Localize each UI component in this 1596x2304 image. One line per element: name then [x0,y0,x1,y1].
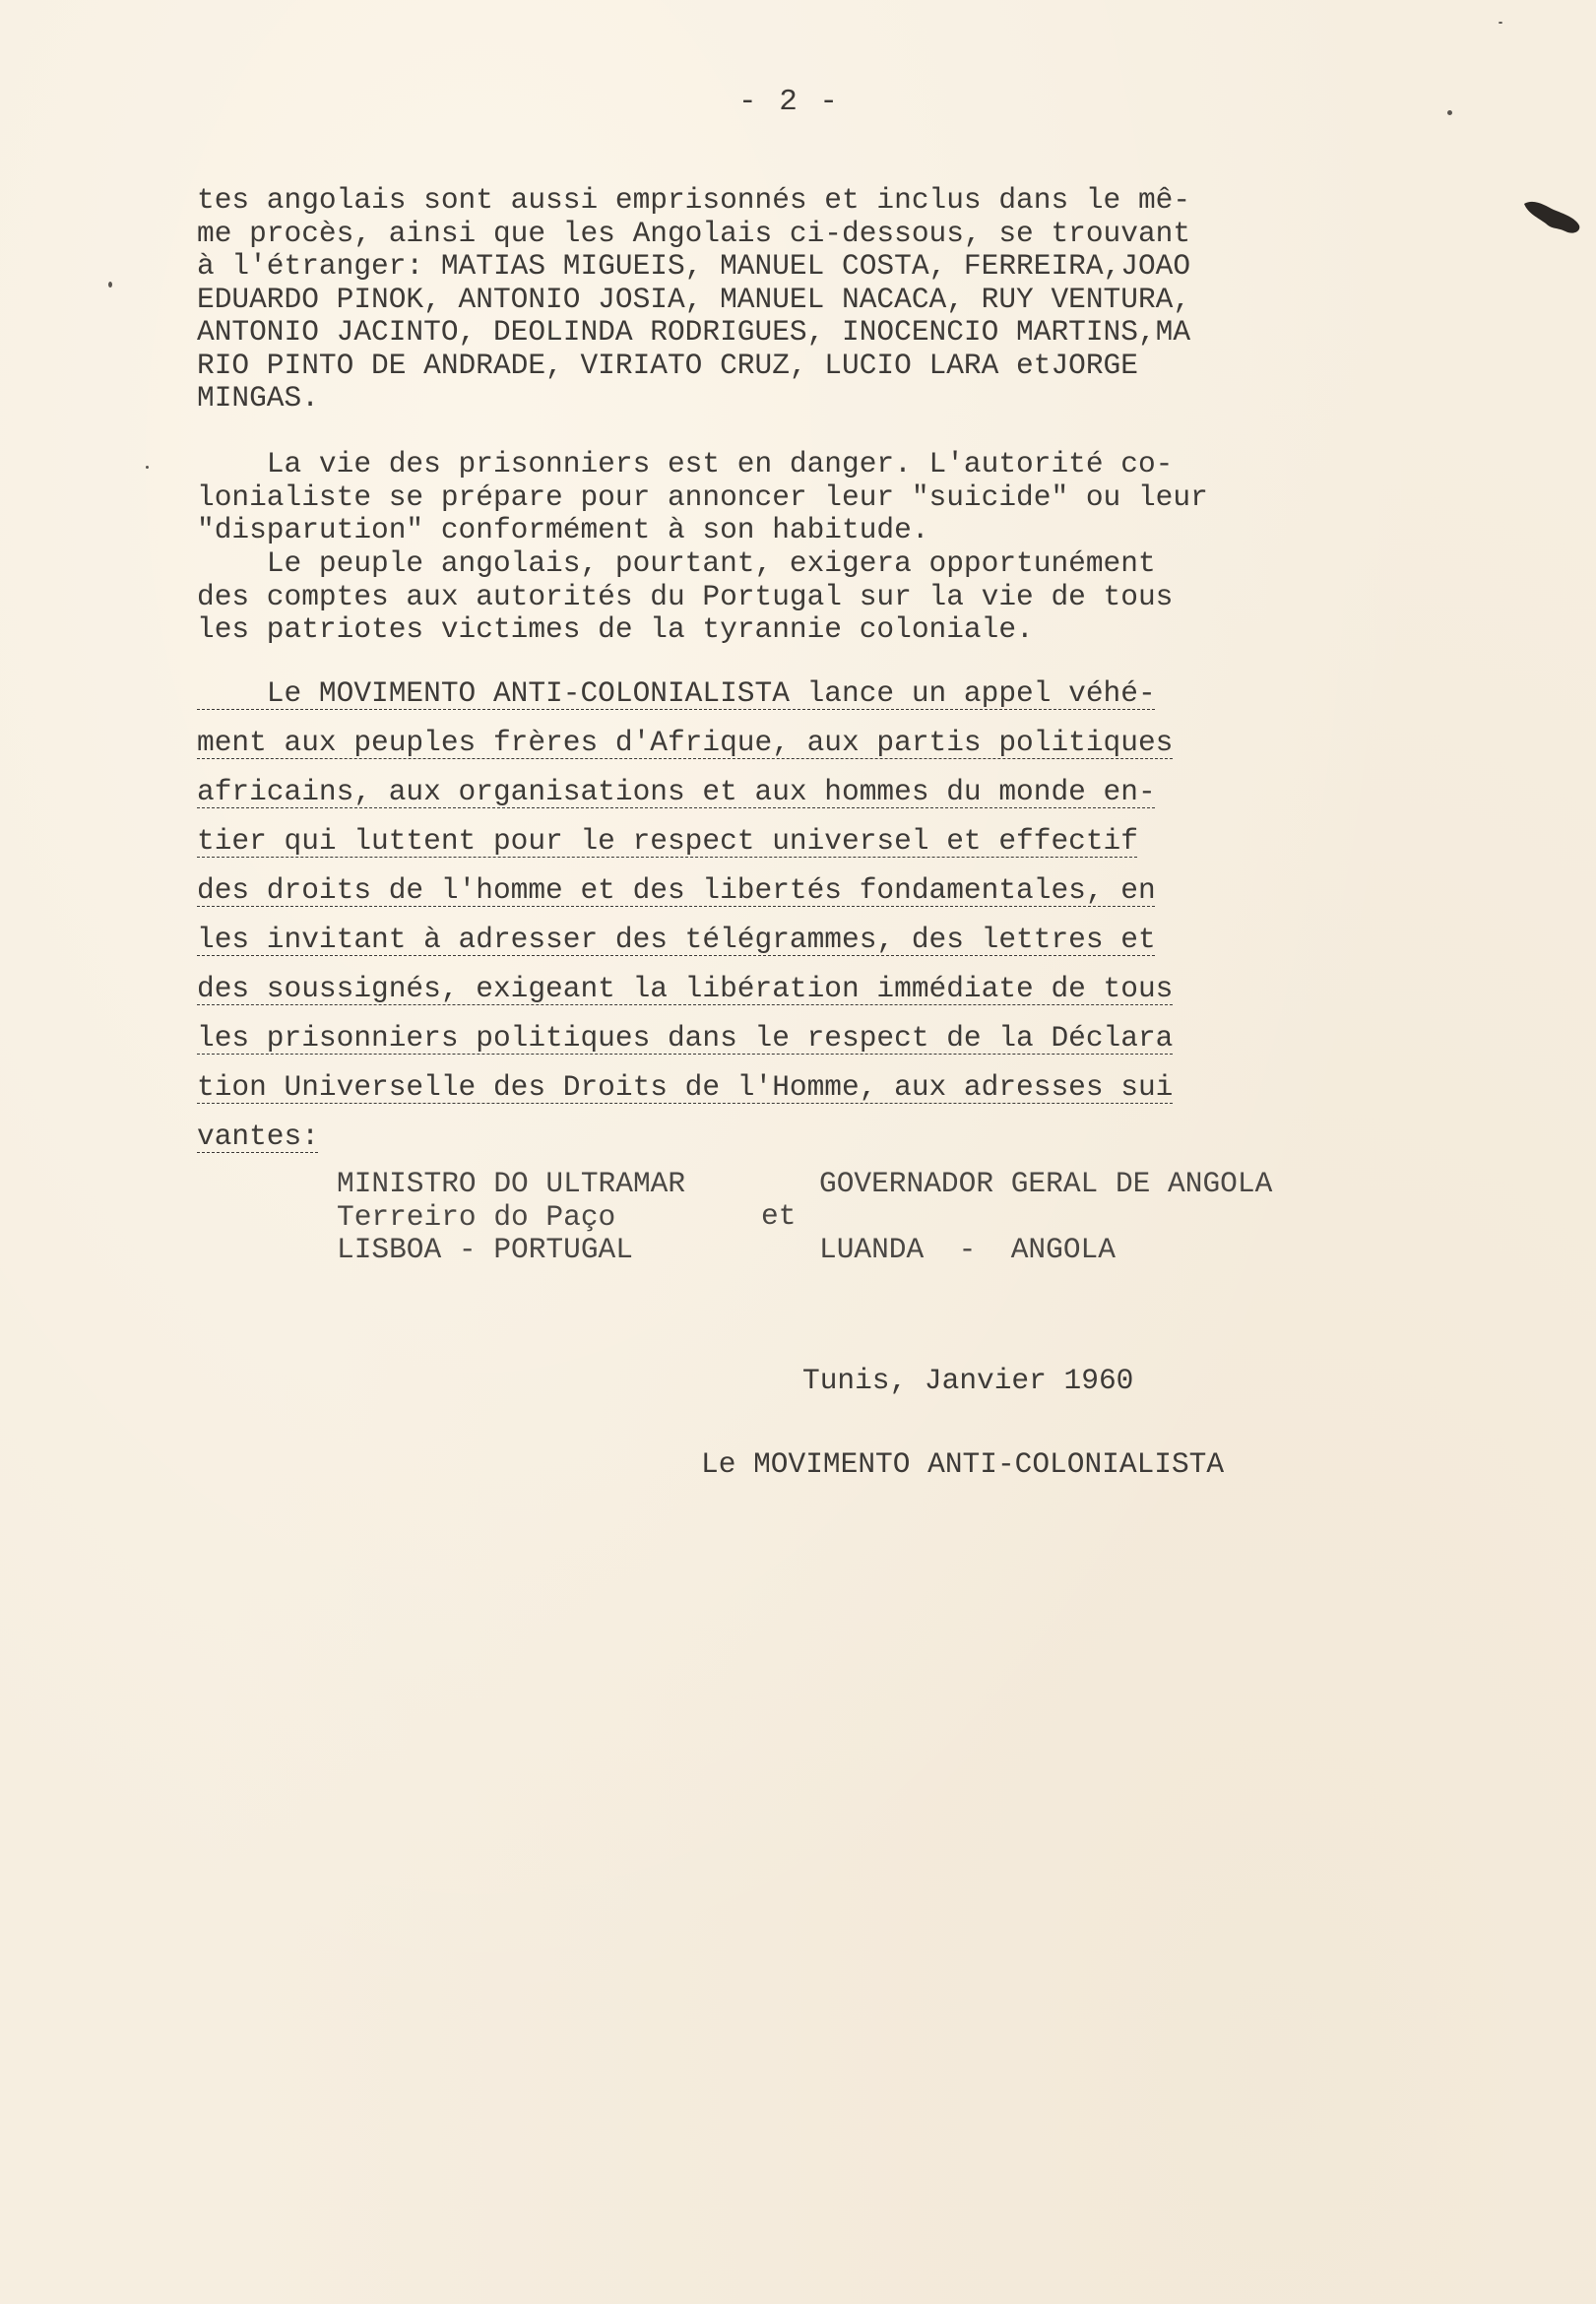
text-line: EDUARDO PINOK, ANTONIO JOSIA, MANUEL NACACA, RUY VENTURA, [197,282,1191,316]
text-line: des comptes aux autorités du Portugal sur la vie de tous [197,579,1174,613]
text-line: les patriotes victimes de la tyrannie coloniale. [197,612,1034,646]
paragraph-prisoners-list [197,184,1398,416]
text-line: Le peuple angolais, pourtant, exigera opportunément [197,546,1156,580]
paragraph-danger [197,448,1398,547]
text-line: tion Universelle des Droits de l'Homme, aux adresses sui [197,1070,1174,1104]
address-line: GOVERNADOR GERAL DE ANGOLA [819,1167,1273,1200]
speck-mark [108,282,112,288]
text-line: La vie des prisonniers est en danger. L'autorité co- [197,447,1174,480]
ink-blot-icon [1516,192,1585,241]
text-line: lonialiste se prépare pour annoncer leur "suicide" ou leur [197,480,1208,514]
paragraph-demand [197,547,1398,647]
speck-mark [1499,22,1502,24]
text-line: vantes: [197,1120,319,1153]
appeal-paragraph-underlined [197,676,1398,1169]
text-line: ANTONIO JACINTO, DEOLINDA RODRIGUES, INOCENCIO MARTINS,MA [197,315,1191,349]
address-line: MINISTRO DO ULTRAMAR [337,1167,686,1200]
signature-line: Le MOVIMENTO ANTI-COLONIALISTA [701,1447,1225,1481]
text-line: tes angolais sont aussi emprisonnés et inclus dans le mê- [197,183,1191,217]
text-line: tier qui luttent pour le respect universel et effectif [197,824,1138,858]
text-line: "disparution" conformément à son habitude. [197,513,929,546]
text-line: des droits de l'homme et des libertés fondamentales, en [197,873,1156,907]
text-line: les prisonniers politiques dans le respect de la Déclara [197,1021,1174,1055]
text-line: Le MOVIMENTO ANTI-COLONIALISTA lance un appel véhé- [197,676,1156,710]
address-line: LISBOA - PORTUGAL [337,1233,633,1266]
speck-mark [1447,110,1452,115]
text-line: à l'étranger: MATIAS MIGUEIS, MANUEL COSTA, FERREIRA,JOAO [197,249,1191,283]
text-line: MINGAS. [197,381,319,415]
address-line: Terreiro do Paço [337,1199,616,1234]
address-line: LUANDA - ANGOLA [819,1233,1116,1266]
text-line: des soussignés, exigeant la libération immédiate de tous [197,972,1174,1005]
address-ministry [337,1168,685,1267]
text-line: me procès, ainsi que les Angolais ci-dessous, se trouvant [197,216,1191,250]
date-line: Tunis, Janvier 1960 [802,1364,1134,1397]
text-line: ment aux peuples frères d'Afrique, aux partis politiques [197,726,1174,759]
text-line: africains, aux organisations et aux hommes du monde en- [197,775,1156,808]
speck-mark [146,466,149,469]
address-governor [819,1168,1272,1267]
text-line: les invitant à adresser des télégrammes, des lettres et [197,923,1156,956]
address-conjunction: et [761,1199,797,1233]
page-number: - 2 - [738,85,841,119]
text-line: RIO PINTO DE ANDRADE, VIRIATO CRUZ, LUCIO LARA etJORGE [197,348,1138,382]
